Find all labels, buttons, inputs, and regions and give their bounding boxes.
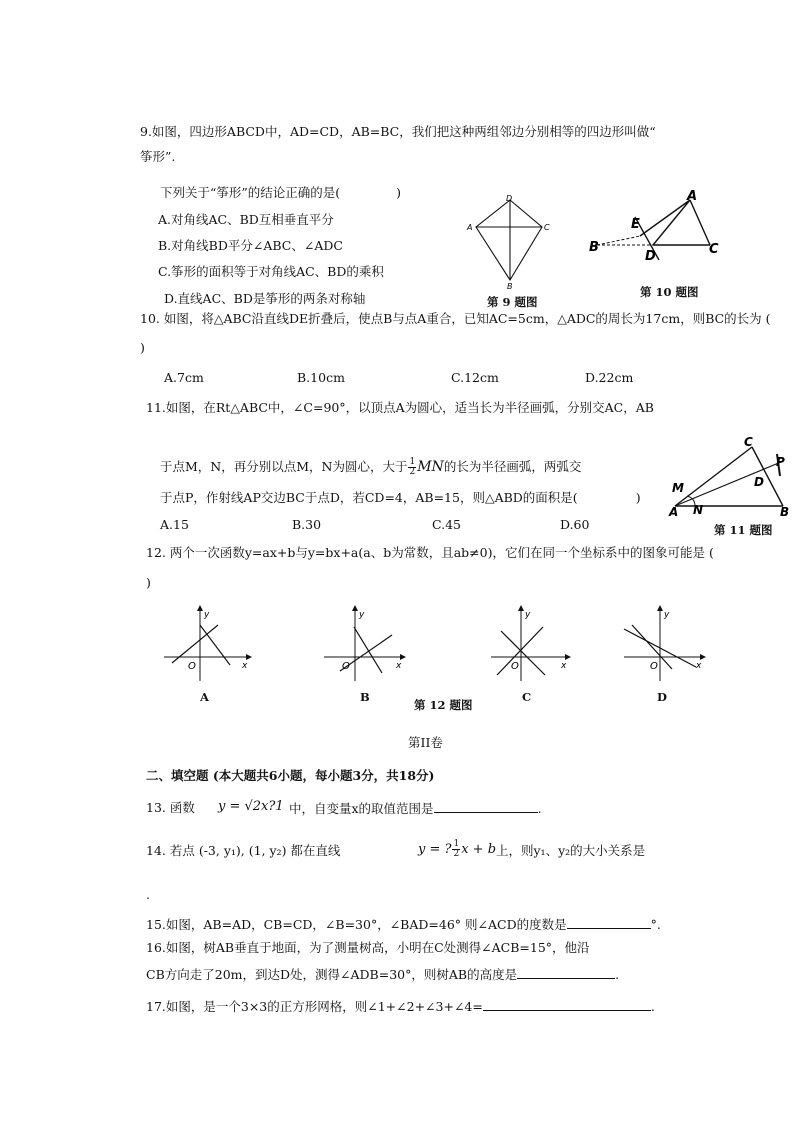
kite-label-b: B — [507, 282, 513, 290]
tri-label-b: B — [780, 505, 790, 518]
graph-c-origin: O — [511, 661, 519, 672]
q9-option-b: B.对角线BD平分∠ABC、∠ADC — [158, 238, 343, 253]
q17-text: 17.如图，是一个3×3的正方形网格，则∠1+∠2+∠3+∠4= . — [146, 999, 655, 1014]
fig9-caption: 第 9 题图 — [487, 295, 538, 309]
graph-a-label: A — [200, 690, 209, 704]
fold-label-e: E — [631, 217, 640, 232]
fold-label-d: D — [645, 249, 656, 264]
fold-label-a: A — [687, 189, 698, 204]
q10-line2: ) — [140, 340, 145, 355]
q11-line1: 11.如图，在Rt△ABC中，∠C=90°，以顶点A为圆心，适当长为半径画弧，分别交AC，AB — [146, 400, 654, 415]
graph-a-x: x — [242, 661, 248, 671]
q14-suffix: 上，则y₁、y₂的大小关系是 — [496, 843, 646, 858]
q9-line2: 筝形”. — [140, 149, 176, 164]
q14-prefix: 14. 若点 (-3, y₁), (1, y₂) 都在直线 — [146, 843, 341, 858]
section-title: 第II卷 — [408, 735, 443, 750]
fold-label-c: C — [709, 242, 719, 257]
graph-a-y: y — [204, 610, 210, 620]
fig12-caption: 第 12 题图 — [414, 698, 473, 712]
graph-b-x: x — [396, 661, 402, 671]
q12-line1: 12. 两个一次函数y=ax+b与y=bx+a(a、b为常数，且ab≠0)，它们在同一个坐标系中的图象可能是 ( — [146, 545, 714, 560]
fold-label-b: B — [589, 240, 599, 255]
q11-option-d: D.60 — [560, 517, 590, 532]
fold-triangle-figure — [585, 188, 730, 268]
q13-suffix: 中，自变量x的取值范围是 . — [289, 801, 542, 816]
tri-label-m: M — [672, 481, 684, 495]
q11-option-a: A.15 — [160, 517, 189, 532]
q16-line1: 16.如图，树AB垂直于地面，为了测量树高，小明在C处测得∠ACB=15°，他沿 — [146, 940, 590, 955]
graph-b-label: B — [360, 690, 370, 704]
q11-option-b: B.30 — [292, 517, 322, 532]
graph-d-x: x — [696, 661, 702, 671]
graph-d-label: D — [657, 690, 667, 704]
fig10-caption: 第 10 题图 — [640, 285, 699, 299]
graph-b-origin: O — [342, 661, 350, 672]
q15-text: 15.如图，AB=AD，CB=CD，∠B=30°，∠BAD=46° 则∠ACD的度数是 °. — [146, 917, 661, 932]
right-triangle-figure — [665, 432, 793, 518]
q9-option-a: A.对角线AC、BD互相垂直平分 — [158, 212, 334, 227]
q10-option-a: A.7cm — [164, 370, 204, 385]
graph-d-origin: O — [650, 661, 658, 672]
q11-line2: 于点M，N，再分别以点M，N为圆心，大于 $\frac{1}{2}$ MN的长为半径画弧，两弧交 — [160, 457, 582, 477]
q10-option-d: D.22cm — [585, 370, 634, 385]
graph-a — [160, 605, 255, 685]
q15-answer-blank[interactable] — [567, 916, 651, 929]
fig11-caption: 第 11 题图 — [714, 523, 773, 537]
part2-heading: 二、填空题 (本大题共6小题，每小题3分，共18分) — [146, 768, 435, 783]
q10-option-c: C.12cm — [451, 370, 499, 385]
q12-line2: ) — [146, 575, 151, 590]
graph-c-y: y — [525, 610, 531, 620]
tri-label-n: N — [693, 503, 704, 517]
kite-label-d: D — [506, 194, 513, 203]
q11-line3: 于点P，作射线AP交边BC于点D，若CD=4，AB=15，则△ABD的面积是( ) — [160, 490, 641, 505]
q14-line2: . — [146, 887, 150, 902]
q16-line2: CB方向走了20m，到达D处，测得∠ADB=30°，则树AB的高度是 . — [146, 967, 620, 982]
q9-option-d: D.直线AC、BD是筝形的两条对称轴 — [164, 291, 366, 306]
q16-answer-blank[interactable] — [517, 966, 615, 979]
tri-label-a: A — [669, 505, 679, 518]
graph-a-origin: O — [188, 661, 196, 672]
q10-option-b: B.10cm — [297, 370, 345, 385]
q11-option-c: C.45 — [432, 517, 461, 532]
q9-line1: 9.如图，四边形ABCD中，AD=CD，AB=BC，我们把这种两组邻边分别相等的四边形叫做“ — [140, 124, 656, 139]
graph-b-y: y — [359, 610, 365, 620]
q14-formula: y = ? $\frac{1}{2}$ x + b — [418, 839, 497, 859]
q9-option-c: C.筝形的面积等于对角线AC、BD的乘积 — [158, 264, 384, 279]
kite-label-a: A — [467, 223, 473, 232]
graph-c — [487, 605, 577, 685]
q13-prefix: 13. 函数 — [146, 800, 195, 815]
tri-label-p: P — [776, 455, 785, 469]
graph-b — [320, 605, 410, 685]
q13-answer-blank[interactable] — [434, 800, 538, 813]
tri-label-c: C — [744, 435, 753, 449]
q17-answer-blank[interactable] — [483, 998, 651, 1011]
tri-label-d: D — [754, 475, 764, 489]
graph-c-label: C — [522, 690, 532, 704]
q9-prompt: 下列关于“筝形”的结论正确的是( ) — [160, 185, 402, 200]
kite-label-c: C — [544, 223, 550, 232]
kite-figure — [460, 190, 560, 290]
graph-c-x: x — [561, 661, 567, 671]
q13-formula: y = √2x?1 — [218, 799, 284, 814]
graph-d-y: y — [664, 610, 670, 620]
q10-line1: 10. 如图，将△ABC沿直线DE折叠后，使点B与点A重合，已知AC=5cm，△ADC的周长为17cm，则BC的长为 ( — [140, 311, 771, 326]
graph-d — [620, 605, 712, 685]
